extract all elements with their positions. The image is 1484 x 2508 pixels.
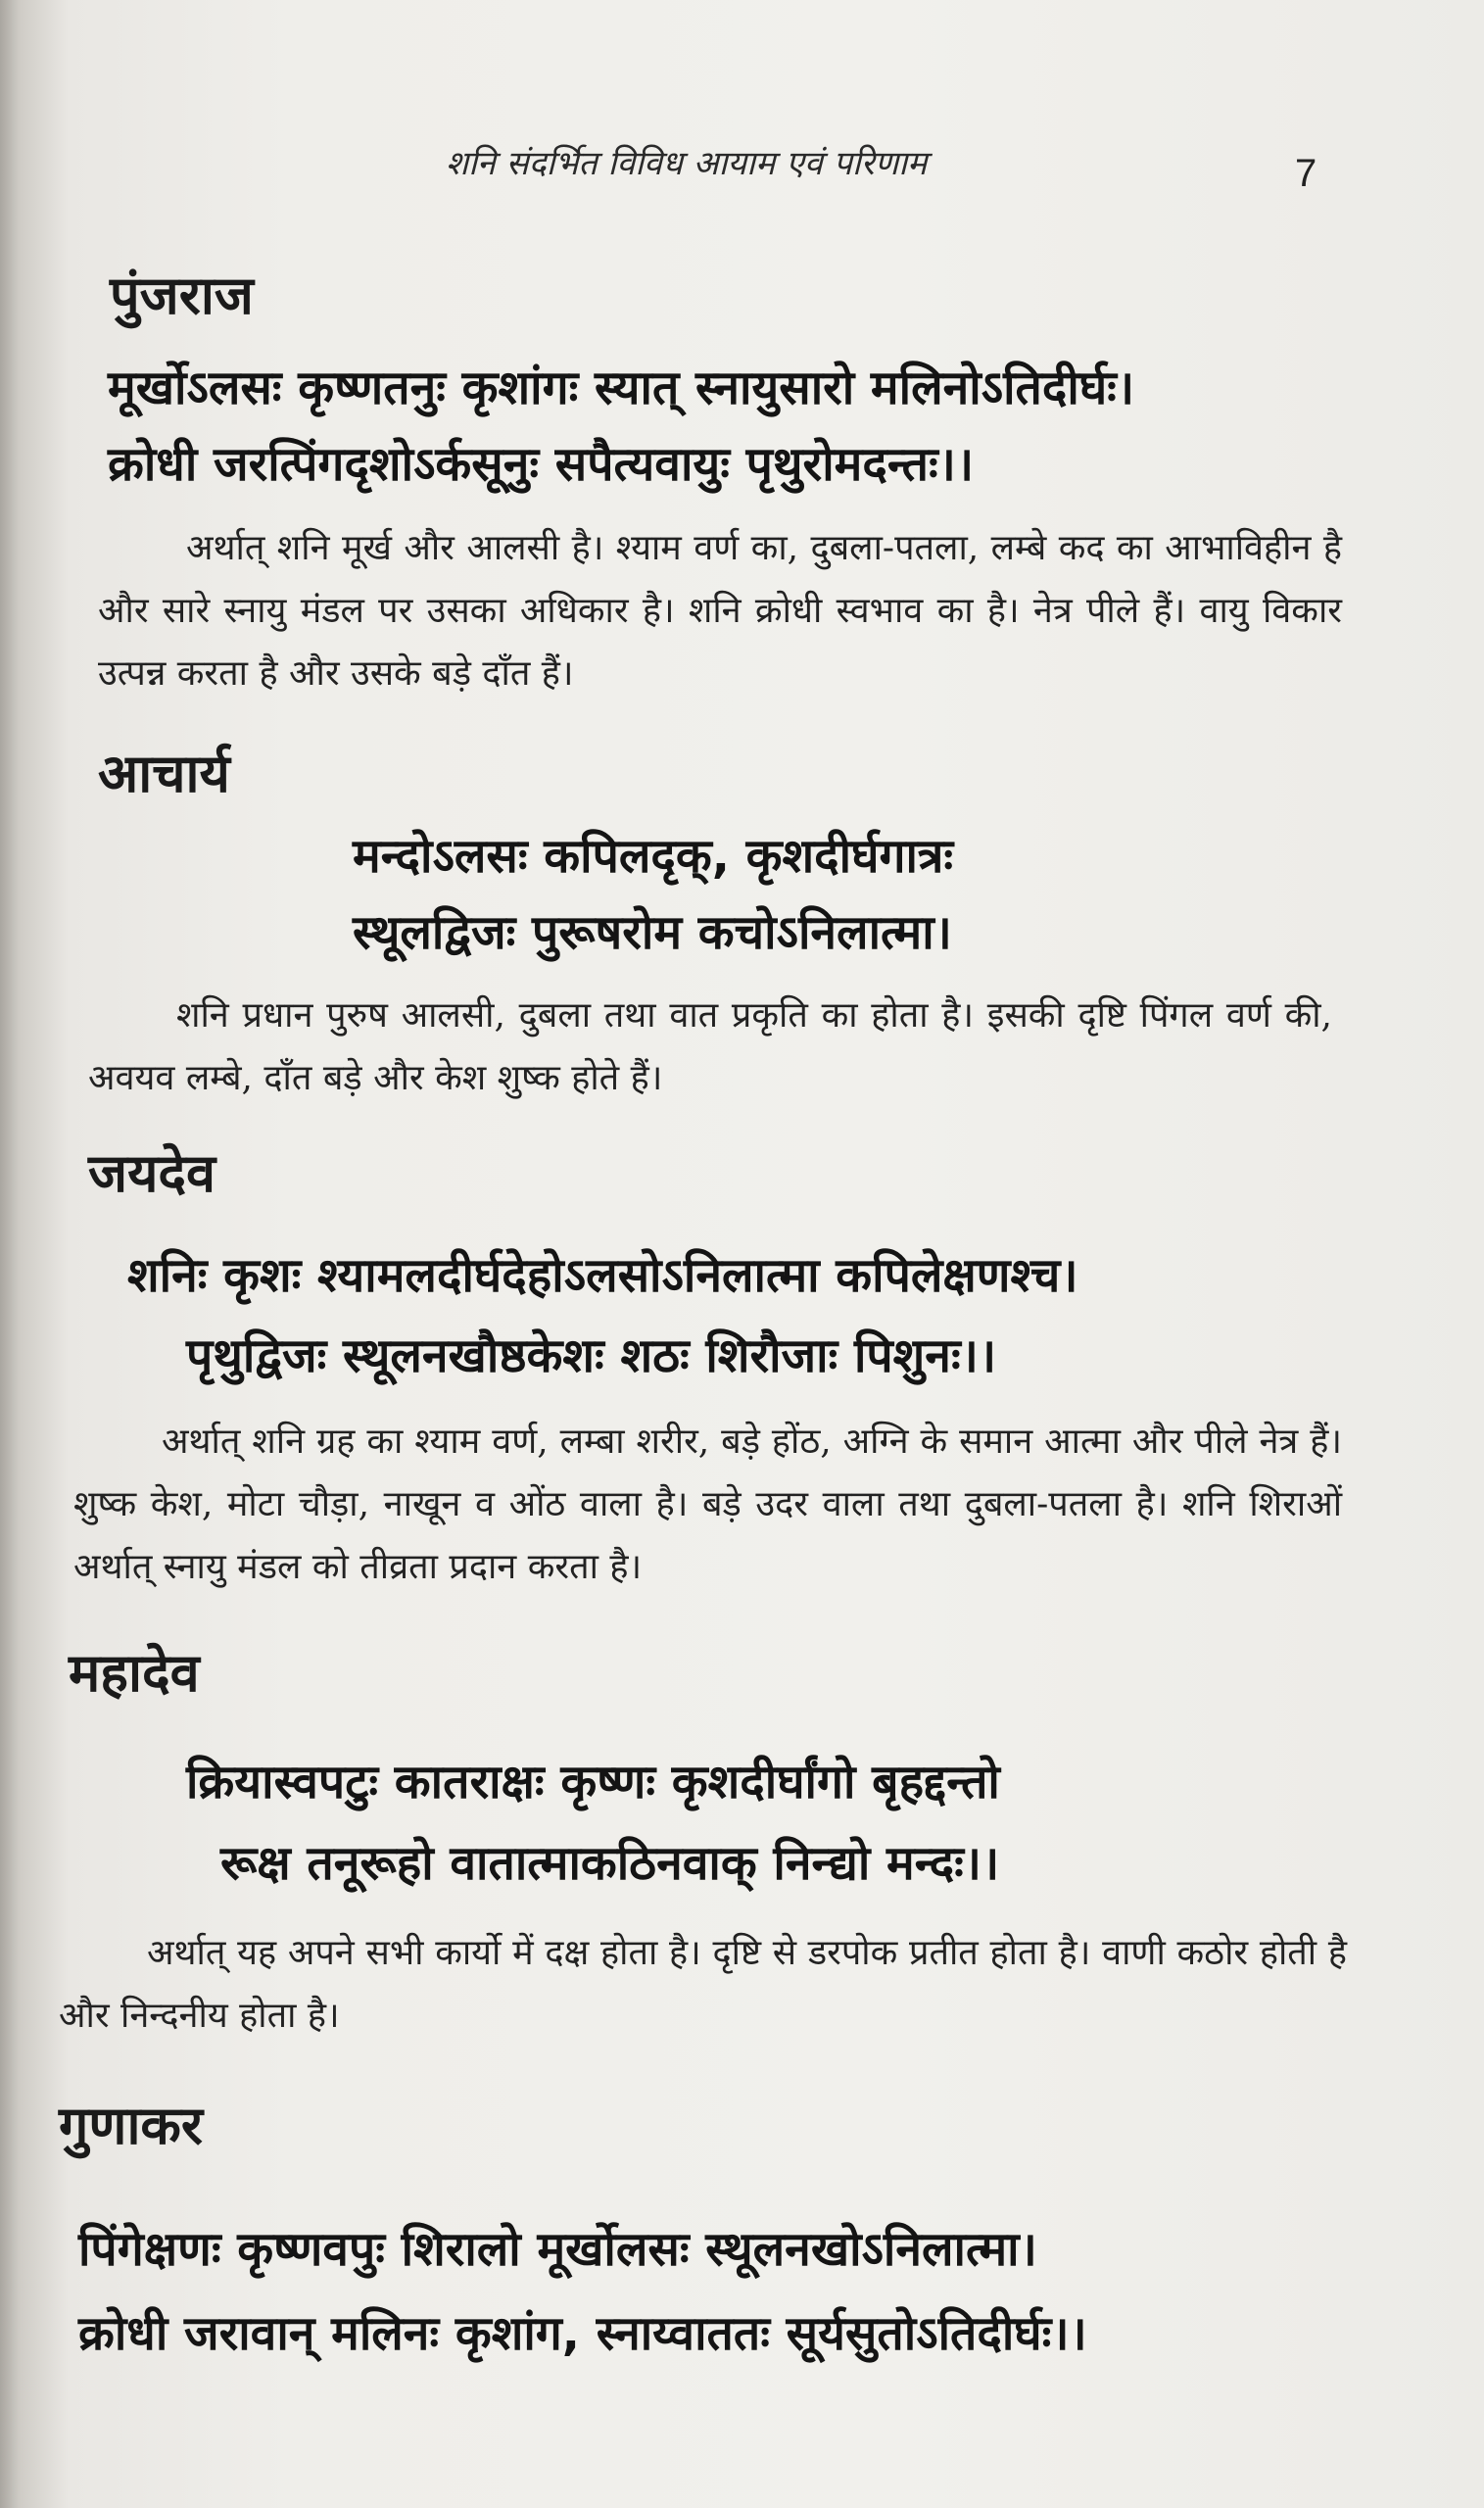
verse-line: पिंगेक्षणः कृष्णवपुः शिरालो मूर्खोलसः स्थूलनखोऽनिलात्मा। [78, 2222, 1037, 2277]
verse-line: मूर्खोऽलसः कृष्णतनुः कृशांगः स्यात् स्नायुसारो मलिनोऽतिदीर्घः। [108, 361, 1135, 415]
verse-line: पृथुद्विजः स्थूलनखौष्ठकेशः शठः शिरौजाः पिशुनः।। [186, 1328, 997, 1383]
section-heading-punjaraj: पुंजराज [110, 265, 254, 326]
verse-line: रूक्ष तनूरूहो वातात्माकठिनवाक् निन्द्यो मन्दः।। [220, 1836, 1000, 1891]
verse-line: क्रोधी जरत्पिंगदृशोऽर्कसूनुः सपैत्यवायुः पृथुरोमदन्तः।। [108, 437, 975, 492]
verse-line: क्रियास्वपटुः कातराक्षः कृष्णः कृशदीर्घांगो बृहद्दन्तो [186, 1755, 1000, 1809]
verse-line: क्रोधी जरावान् मलिनः कृशांग, स्नाय्वाततः सूर्यसुतोऽतिदीर्घः।। [78, 2306, 1087, 2361]
section-heading-jaydev: जयदेव [88, 1142, 216, 1204]
section-heading-acharya: आचार्य [98, 743, 230, 804]
meaning-paragraph: शनि प्रधान पुरुष आलसी, दुबला तथा वात प्रकृति का होता है। इसकी दृष्टि पिंगल वर्ण की, अवयव लम्बे, दाँत बड़े और केश शुष्क होते हैं। [88, 995, 1332, 1098]
verse-line: स्थूलद्विजः पुरूषरोम कचोऽनिलात्मा। [353, 905, 952, 960]
verse-line: मन्दोऽलसः कपिलदृक्, कृशदीर्घगात्रः [353, 829, 954, 884]
section-heading-mahadev: महादेव [69, 1642, 200, 1704]
meaning-paragraph: अर्थात् शनि मूर्ख और आलसी है। श्याम वर्ण का, दुबला-पतला, लम्बे कद का आभाविहीन है और सारे स्नायु मंडल पर उसका अधिकार है। शनि क्रोधी स्वभाव का है। नेत्र पीले हैं। वायु विकार उत्पन्न करता है और उसके बड़े दाँत हैं। [98, 528, 1342, 694]
section-heading-gunakar: गुणाकर [59, 2095, 203, 2156]
page-number: 7 [1295, 152, 1317, 195]
verse-line: शनिः कृशः श्यामलदीर्घदेहोऽलसोऽनिलात्मा कपिलेक्षणश्च। [127, 1248, 1078, 1303]
meaning-paragraph: अर्थात् शनि ग्रह का श्याम वर्ण, लम्बा शरीर, बड़े होंठ, अग्नि के समान आत्मा और पीले नेत्र हैं। शुष्क केश, मोटा चौड़ा, नाखून व ओंठ वाला है। बड़े उदर वाला तथा दुबला-पतला है। शनि शिराओं अर्थात् स्नायु मंडल को तीव्रता प्रदान करता है। [73, 1422, 1342, 1587]
meaning-paragraph: अर्थात् यह अपने सभी कार्यो में दक्ष होता है। दृष्टि से डरपोक प्रतीत होता है। वाणी कठोर होती है और निन्दनीय होता है। [59, 1933, 1347, 2036]
running-header: शनि संदर्भित विविध आयाम एवं परिणाम [446, 144, 928, 183]
